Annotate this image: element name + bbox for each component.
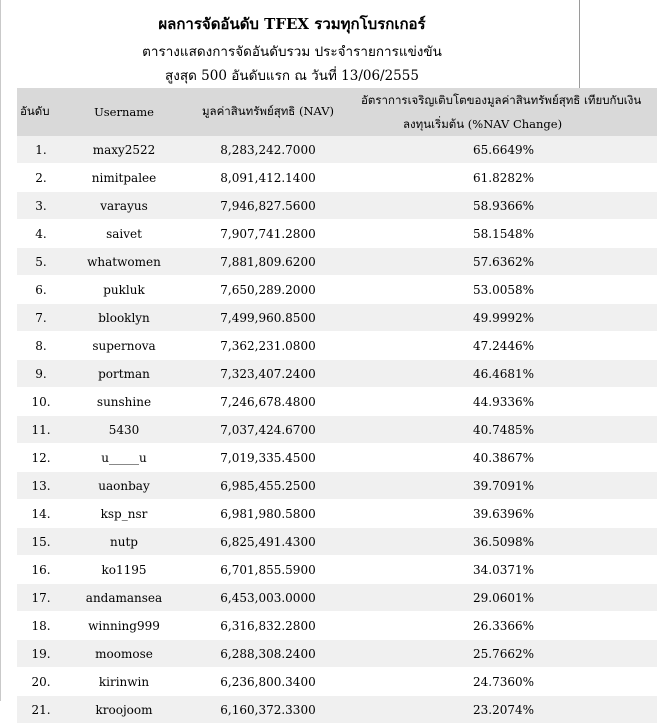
- nav-change-cell: 47.2446%: [353, 332, 657, 360]
- rank-cell: 4.: [17, 220, 65, 248]
- nav-change-header-line2: ลงทุนเริ่มต้น (%NAV Change): [403, 117, 563, 131]
- username-cell: whatwomen: [65, 248, 183, 276]
- username-cell: ksp_nsr: [65, 500, 183, 528]
- nav-change-cell: 39.6396%: [353, 500, 657, 528]
- username-cell: nutp: [65, 528, 183, 556]
- rank-cell: 7.: [17, 304, 65, 332]
- nav-cell: 6,825,491.4300: [183, 528, 353, 556]
- table-row: [17, 248, 657, 276]
- table-row: [17, 304, 657, 332]
- nav-change-cell: 46.4681%: [353, 360, 657, 388]
- page-title: ผลการจัดอันดับ TFEX รวมทุกโบรกเกอร์: [158, 15, 426, 33]
- table-row: [17, 612, 657, 640]
- username-cell: pukluk: [65, 276, 183, 304]
- rank-cell: 3.: [17, 192, 65, 220]
- ranking-table: [17, 88, 657, 724]
- rank-column-header: อันดับ: [17, 88, 65, 136]
- nav-cell: 6,701,855.5900: [183, 556, 353, 584]
- nav-change-cell: 26.3366%: [353, 612, 657, 640]
- nav-cell: 8,091,412.1400: [183, 164, 353, 192]
- table-row: [17, 696, 657, 724]
- nav-change-cell: 40.3867%: [353, 444, 657, 472]
- nav-cell: 6,288,308.2400: [183, 640, 353, 668]
- nav-cell: 7,881,809.6200: [183, 248, 353, 276]
- username-cell: 5430: [65, 416, 183, 444]
- username-cell: uaonbay: [65, 472, 183, 500]
- nav-cell: 7,650,289.2000: [183, 276, 353, 304]
- rank-cell: 16.: [17, 556, 65, 584]
- table-row: [17, 276, 657, 304]
- nav-cell: 7,907,741.2800: [183, 220, 353, 248]
- username-cell: varayus: [65, 192, 183, 220]
- rank-cell: 18.: [17, 612, 65, 640]
- nav-cell: 7,019,335.4500: [183, 444, 353, 472]
- nav-cell: 7,499,960.8500: [183, 304, 353, 332]
- username-cell: blooklyn: [65, 304, 183, 332]
- table-row: [17, 528, 657, 556]
- ranking-rows: [17, 136, 657, 724]
- table-row: [17, 668, 657, 696]
- username-cell: supernova: [65, 332, 183, 360]
- nav-cell: 6,985,455.2500: [183, 472, 353, 500]
- rank-cell: 6.: [17, 276, 65, 304]
- username-cell: kirinwin: [65, 668, 183, 696]
- table-row: [17, 192, 657, 220]
- table-header-row: [17, 88, 657, 136]
- table-row: [17, 360, 657, 388]
- nav-cell: 8,283,242.7000: [183, 136, 353, 164]
- nav-change-cell: 36.5098%: [353, 528, 657, 556]
- nav-change-cell: 65.6649%: [353, 136, 657, 164]
- nav-cell: 6,236,800.3400: [183, 668, 353, 696]
- nav-cell: 7,323,407.2400: [183, 360, 353, 388]
- username-cell: maxy2522: [65, 136, 183, 164]
- table-row: [17, 416, 657, 444]
- nav-change-cell: 25.7662%: [353, 640, 657, 668]
- username-cell: moomose: [65, 640, 183, 668]
- username-cell: sunshine: [65, 388, 183, 416]
- username-cell: portman: [65, 360, 183, 388]
- table-row: [17, 220, 657, 248]
- table-row: [17, 444, 657, 472]
- nav-change-cell: 57.6362%: [353, 248, 657, 276]
- nav-change-cell: 49.9992%: [353, 304, 657, 332]
- rank-cell: 19.: [17, 640, 65, 668]
- username-cell: ko1195: [65, 556, 183, 584]
- nav-change-cell: 23.2074%: [353, 696, 657, 724]
- nav-change-cell: 29.0601%: [353, 584, 657, 612]
- rank-cell: 10.: [17, 388, 65, 416]
- table-row: [17, 136, 657, 164]
- nav-cell: 7,362,231.0800: [183, 332, 353, 360]
- rank-cell: 12.: [17, 444, 65, 472]
- username-cell: winning999: [65, 612, 183, 640]
- table-row: [17, 164, 657, 192]
- nav-change-cell: 44.9336%: [353, 388, 657, 416]
- rank-cell: 8.: [17, 332, 65, 360]
- nav-cell: 6,160,372.3300: [183, 696, 353, 724]
- nav-change-cell: 34.0371%: [353, 556, 657, 584]
- nav-change-header-line1: อัตราการเจริญเติบโตของมูลค่าสินทรัพย์สุทธิ เทียบกับเงิน: [361, 93, 642, 107]
- nav-change-cell: 58.9366%: [353, 192, 657, 220]
- nav-cell: 7,946,827.5600: [183, 192, 353, 220]
- rank-cell: 5.: [17, 248, 65, 276]
- nav-column-header: มูลค่าสินทรัพย์สุทธิ (NAV): [183, 88, 353, 136]
- nav-change-cell: 39.7091%: [353, 472, 657, 500]
- table-row: [17, 472, 657, 500]
- table-row: [17, 640, 657, 668]
- rank-cell: 11.: [17, 416, 65, 444]
- nav-change-column-header: [353, 88, 657, 136]
- username-cell: kroojoom: [65, 696, 183, 724]
- username-cell: nimitpalee: [65, 164, 183, 192]
- rank-cell: 17.: [17, 584, 65, 612]
- rank-cell: 21.: [17, 696, 65, 724]
- rank-cell: 20.: [17, 668, 65, 696]
- username-cell: andamansea: [65, 584, 183, 612]
- table-row: [17, 556, 657, 584]
- nav-cell: 7,246,678.4800: [183, 388, 353, 416]
- rank-cell: 2.: [17, 164, 65, 192]
- nav-change-cell: 58.1548%: [353, 220, 657, 248]
- table-row: [17, 500, 657, 528]
- username-cell: saivet: [65, 220, 183, 248]
- table-row: [17, 388, 657, 416]
- nav-cell: 6,453,003.0000: [183, 584, 353, 612]
- nav-change-cell: 61.8282%: [353, 164, 657, 192]
- date-line: สูงสุด 500 อันดับแรก ณ วันที่ 13/06/2555: [165, 68, 419, 84]
- nav-cell: 7,037,424.6700: [183, 416, 353, 444]
- rank-cell: 9.: [17, 360, 65, 388]
- rank-cell: 14.: [17, 500, 65, 528]
- nav-cell: 6,316,832.2800: [183, 612, 353, 640]
- username-cell: u_____u: [65, 444, 183, 472]
- rank-cell: 1.: [17, 136, 65, 164]
- table-row: [17, 584, 657, 612]
- username-column-header: Username: [65, 88, 183, 136]
- nav-change-cell: 24.7360%: [353, 668, 657, 696]
- rank-cell: 15.: [17, 528, 65, 556]
- nav-change-cell: 53.0058%: [353, 276, 657, 304]
- table-row: [17, 332, 657, 360]
- rank-cell: 13.: [17, 472, 65, 500]
- nav-change-cell: 40.7485%: [353, 416, 657, 444]
- page-subtitle: ตารางแสดงการจัดอันดับรวม ประจำรายการแข่งขัน: [142, 44, 442, 60]
- nav-cell: 6,981,980.5800: [183, 500, 353, 528]
